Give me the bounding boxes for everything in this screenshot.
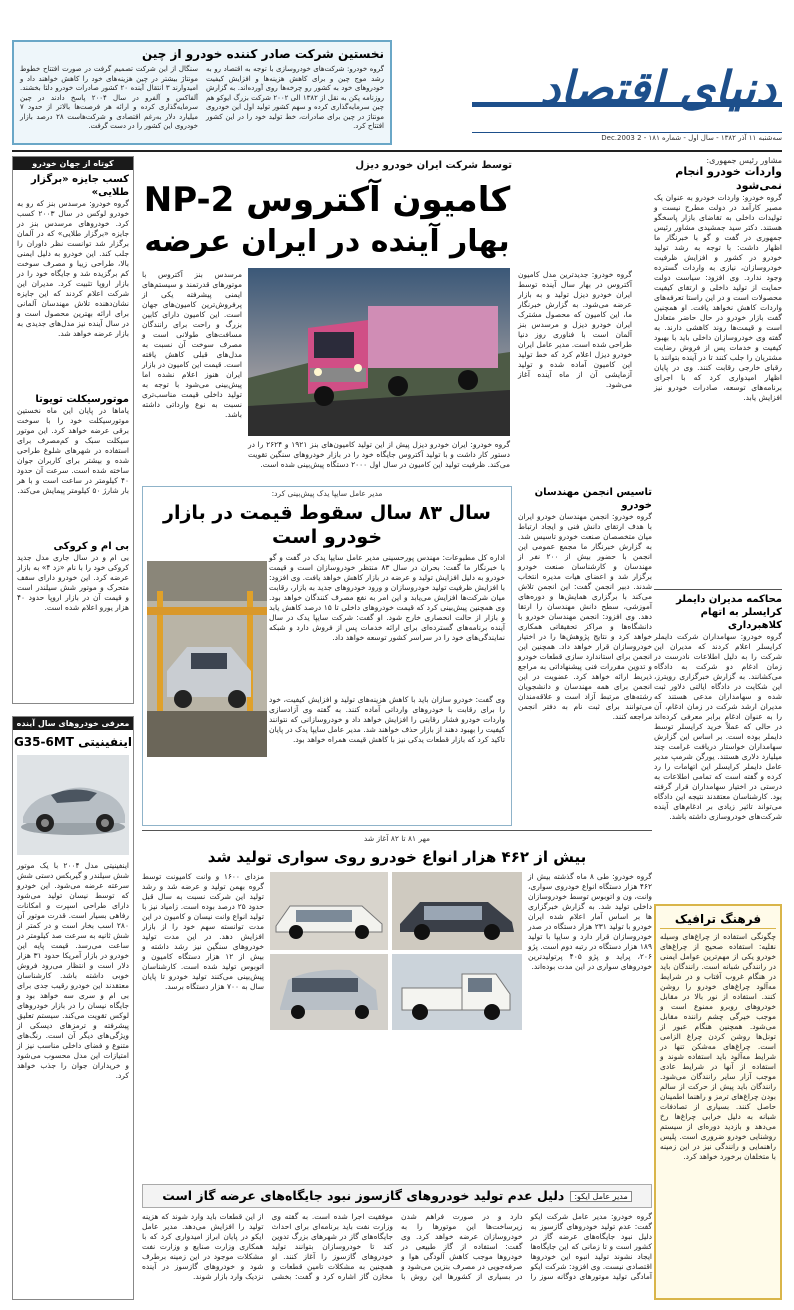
engineers-article <box>518 486 652 826</box>
masthead-rule <box>12 150 782 152</box>
top-box-title: نخستین شرکت صادر کننده خودرو از چین <box>142 47 384 61</box>
price-fall-body: اداره کل مطبوعات: مهندس پورحسینی مدیر عامل سایپا یدک در گفت و گو با خبرنگار ما گفت: بحران در سال ۸۳ منتظر خودروسازان است و قیمت خودرو به دلیل افزایش تولید و عرضه در بازار کاهش خواهد یافت. وی افزود: با افزایش ظرفیت تولید خودروسازان و ورود خودروهای جدید به بازار، رقابت میان شرکت‌ها افزایش می‌یابد و این امر به نفع مصرف کنندگان خواهد بود. وی همچنین پیش‌بینی کرد که قیمت خودروهای داخلی تا ۱۵ درصد کاهش یابد و بازار از حالت انحصاری خارج شود. او گفت: شرکت سایپا یدک در سال آینده برنامه‌های گسترده‌ای برای ارائه خدمات پس از فروش دارد و شبکه نمایندگی‌های خود را در سراسر کشور توسعه خواهد داد. <box>269 553 505 642</box>
lead-body-bottom: گروه خودرو: ایران خودرو دیزل پیش از این تولید کامیون‌های بنز ۱۹۲۱ و ۲۶۲۴ را در دستور کار داشت و با تولید آکتروس جایگاه خود را در بازار خودروهای سنگین تقویت می‌کند. ظرفیت تولید این کامیون در سال اول ۲۰۰۰ دستگاه پیش‌بینی شده است. <box>248 440 511 469</box>
car-photo <box>17 755 129 855</box>
left-item-2-title: موتورسیکلت تویوتا <box>35 394 129 405</box>
price-fall-body-2: وی گفت: خودرو سازان باید با کاهش هزینه‌های تولید و افزایش کیفیت، خود را برای رقابت با خودروهای وارداتی آماده کنند. به گفته وی آزادسازی واردات خودرو فشار رقابتی را افزایش خواهد داد و خودروسازانی که نتوانند کیفیت را بهبود دهند از بازار حذف خواهند شد. مدیر عامل سایپا یدک در پایان تاکید کرد که بازار قطعات یدکی نیز با کاهش قیمت همراه خواهد بود. <box>269 695 505 744</box>
traffic-culture-box <box>654 904 782 1300</box>
left-section-head: کوتاه از جهان خودرو <box>13 157 133 170</box>
car-body: اینفینیتی مدل ۲۰۰۴ با یک موتور شش سیلندر و گیربکس دستی شش سرعته عرضه می‌شود. این خودرو که توسط نیسان تولید می‌شود دارای طراحی اسپرت و امکانات رفاهی بسیار است. قدرت موتور آن ۲۸۰ اسب بخار است و در کمتر از شش ثانیه به سرعت صد کیلومتر در ساعت می‌رسد. قیمت پایه این خودرو در بازار آمریکا حدود ۳۱ هزار دلار است و انتظار می‌رود فروش خوبی داشته باشد. کارشناسان معتقدند این خودرو رقیب جدی برای بی ام و سری سه خواهد بود و جایگاه نیسان را در بازار خودروهای لوکس تقویت می‌کند. سیستم تعلیق پیشرفته و ترمزهای دیسکی از ویژگی‌های دیگر آن است. رنگ‌های متنوع و فضای داخلی مناسب نیز از امتیازات این مدل محسوب می‌شود و خریداران جوان را جذب خواهد کرد. <box>17 861 129 1080</box>
lead-body-left: مرسدس بنز آکتروس با موتورهای قدرتمند و سیستم‌های ایمنی پیشرفته یکی از پرفروش‌ترین کامیون‌های جهان است. این کامیون دارای کابین بزرگ و راحت برای رانندگان مسافت‌های طولانی است و مصرف سوخت آن نسبت به مدل‌های قبلی کاهش یافته است. قیمت این کامیون در بازار ایران هنوز اعلام نشده اما پیش‌بینی می‌شود با توجه به تولید داخلی قیمت مناسب‌تری نسبت به نوع وارداتی داشته باشد. <box>142 270 242 419</box>
lead-kicker: توسط شرکت ایران خودرو دیزل <box>355 160 512 171</box>
logo-text: دنیای اقتصاد <box>539 61 776 115</box>
bottom-kicker: مدیر عامل ایکو: <box>570 1191 631 1202</box>
sedan-photo <box>392 872 522 950</box>
engineers-body: گروه خودرو: انجمن مهندسان خودرو ایران با هدف ارتقای دانش فنی و ایجاد ارتباط میان متخصصان صنعت خودرو تاسیس شد. به گزارش خبرنگار ما مجمع عمومی این انجمن با حضور بیش از ۲۰۰ نفر از مهندسان و کارشناسان صنعت خودرو برگزار شد و اعضای هیات مدیره انتخاب شدند. دبیر انجمن گفت: این انجمن تلاش می‌کند با برگزاری همایش‌ها و دوره‌های آموزشی، سطح دانش مهندسان را ارتقا دهد. وی افزود: انجمن مهندسان خودرو با دانشگاه‌ها و مراکز تحقیقاتی همکاری خواهد کرد و نتایج پژوهش‌ها را در اختیار خودروسازان قرار خواهد داد. همچنین این انجمن برای استاندارد سازی قطعات خودرو و تدوین مقررات فنی پیشنهاداتی به مراجع ذیربط ارائه خواهد کرد. عضویت در این انجمن برای همه مهندسان و دانشجویان رشته‌های مرتبط آزاد است و علاقه‌مندان می‌توانند برای ثبت نام به دفتر انجمن مراجعه کنند. <box>518 512 652 721</box>
right-item-2-body: گروه خودرو: سهامداران شرکت دایملر کرایسلر اعلام کردند که مدیران این شرکت را به دلیل اطلاعات نادرست در زمان ادغام دو شرکت به دادگاه می‌کشانند. به گزارش خبرگزاری رویترز، این شکایت در دادگاه ایالتی دلاور ثبت شده و سهامداران مدعی هستند که مدیران ارشد شرکت در زمان ادغام، آن را به عنوان ادغام برابر معرفی کرده‌اند در حالی که عملاً خرید کرایسلر توسط دایملر بوده است. بر اساس این گزارش سهامداران خواستار دریافت غرامت چند میلیارد دلاری هستند. یورگن شرمپ مدیر عامل دایملر کرایسلر این اتهامات را رد کرده و گفته است که تمامی اطلاعات به درستی در اختیار سهامداران قرار گرفته بود. کارشناسان معتقدند نتیجه این دادگاه می‌تواند تاثیر زیادی بر ادغام‌های آینده شرکت‌های خودروسازی داشته باشد. <box>654 632 782 821</box>
top-box-col-1: گروه خودرو: شرکت‌های خودروسازی با توجه به اقتصاد رو به رشد موج چین و برای کاهش هزینه‌ها و افزایش کیفیت خودروهای خود به کشور رو چرخه‌ها روی آورده‌اند. به گزارش روزنامه پکن به نقل از ۱۳۸۲ الی ۲۰۰۲ شرکت بزرگ ایوکو هم چین سرمایه‌گذاری کرده و سهم کشور تولید اول این خودروی مونتاژ در چین برای صادرات، خط تولید خود را در این کشور افتتاح کرد. <box>206 65 384 130</box>
production-body-right: گروه خودرو: طی ۸ ماه گذشته بیش از ۴۶۲ هزار دستگاه انواع خودروی سواری، وانت، ون و اتوبوس توسط خودروسازان داخلی تولید شد. به گزارش خبرگزاری ها بر اساس آمار اعلام شده ایران خودرو با تولید ۲۳۱ هزار دستگاه در صدر خودروسازان قرار دارد و سایپا با تولید ۱۸۹ هزار دستگاه در رتبه دوم است. پژو ۲۰۶، پراید و پژو ۴۰۵ پرتولیدترین خودروهای سواری در این مدت بوده‌اند. <box>528 872 653 971</box>
left-item-2-body: یاماها در پایان این ماه نخستین موتورسیکلت خود را با سوخت برقی عرضه خواهد کرد. این موتور سیکلت سبک و کم‌مصرف برای استفاده در شهرهای شلوغ طراحی شده و بیشتر برای کاربران جوان ساخته شده است. سرعت آن حدود ۴۰ کیلومتر در ساعت است و با هر بار شارژ ۵۰ کیلومتر پیمایش می‌کند. <box>17 406 129 495</box>
traffic-culture-head: فرهنگ ترافیک <box>660 910 776 929</box>
price-fall-kicker: مدیر عامل سایپا یدک پیش‌بینی کرد: <box>271 489 383 498</box>
price-fall-title-2: خودرو است <box>271 526 383 548</box>
left-item-1-title: کسب جایزه «برگزار طلایی» <box>30 174 129 198</box>
left-item-3-title: بی ام و کروکی <box>53 541 129 552</box>
production-title: بیش از ۴۶۲ هزار انواع خودرو روی سواری تولید شد <box>207 848 587 866</box>
lead-title-1: کامیون آکتروس NP-2 <box>143 180 511 220</box>
traffic-culture-body: چگونگی استفاده از چراغ‌های وسیله نقلیه: استفاده صحیح از چراغ‌های خودرو یکی از مهم‌ترین عوامل ایمنی در رانندگی شبانه است. رانندگان باید در هنگام غروب آفتاب و در شرایط مه‌آلود چراغ‌های خودرو را روشن کنند. استفاده از نور بالا در مقابل خودروهای روبرو ممنوع است و موجب خیرگی چشم راننده مقابل می‌شود. همچنین هنگام عبور از تونل‌ها روشن کردن چراغ الزامی است. چراغ‌های مه‌شکن تنها در شرایط مه‌آلود باید استفاده شوند و استفاده از آنها در شرایط عادی موجب آزار سایر رانندگان می‌شود. رانندگان باید پیش از حرکت از سالم بودن چراغ‌های ترمز و راهنما اطمینان حاصل کنند. بسیاری از تصادفات شبانه به دلیل خرابی چراغ‌ها رخ می‌دهد و بازدید دوره‌ای از سیستم روشنایی خودرو ضروری است. پلیس راهنمایی و رانندگی نیز در این زمینه با متخلفان برخورد خواهد کرد. <box>660 932 776 1161</box>
left-item-3-body: بی ام و در سال جاری مدل جدید کروکی خود را با نام «زد ۴» به بازار عرضه کرد. این خودرو دارای سقف متحرک و موتور شش سیلندر است و قیمت آن در بازار اروپا حدود ۴۰ هزار یورو اعلام شده است. <box>17 553 130 612</box>
production-dateline: مهر ۸۱ تا ۸۲ آغاز شد <box>363 834 431 843</box>
car-name: اینفینیتی G35-6MT <box>13 735 133 749</box>
dateline: سه‌شنبه ۱۱ آذر ۱۳۸۲ - سال اول - شماره ۱۸۱ - 2 Dec.2003 <box>472 132 782 144</box>
bottom-body: گروه خودرو: مدیر عامل شرکت ایکو گفت: عدم تولید خودروهای گازسوز به دلیل نبود جایگاه‌های عرضه گاز در کشور است و تا زمانی که این جایگاه‌ها ایجاد نشوند تولید انبوه این خودروها اقتصادی نیست. وی افزود: شرکت ایکو آمادگی تولید موتورهای دوگانه سوز را دارد و در صورت فراهم شدن زیرساخت‌ها این موتورها را به خودروسازان عرضه خواهد کرد. وی گفت: استفاده از گاز طبیعی در خودروها موجب کاهش آلودگی هوا و صرفه‌جویی در مصرف بنزین می‌شود و در بسیاری از کشورها این روش با موفقیت اجرا شده است. به گفته وی وزارت نفت باید برنامه‌ای برای احداث جایگاه‌های گاز در شهرهای بزرگ تدوین کند تا خودروسازان بتوانند تولید خودروهای گازسوز را آغاز کنند. او همچنین به مشکلات تامین قطعات و مخازن گاز اشاره کرد و گفت: بخشی از این قطعات باید وارد شوند که هزینه تولید را افزایش می‌دهد. مدیر عامل ایکو در پایان ابراز امیدواری کرد که با همکاری وزارت صنایع و وزارت نفت مشکلات موجود در این زمینه برطرف شود و خودروهای گازسوز در آینده نزدیک وارد بازار شوند. <box>142 1212 652 1281</box>
top-box <box>12 40 392 145</box>
van-photo <box>270 954 388 1030</box>
right-kicker: مشاور رئیس جمهوری: <box>706 156 782 165</box>
bottom-title-bar <box>142 1184 652 1208</box>
production-rule <box>142 830 652 831</box>
lead-title-2: بهار آینده در ایران عرضه <box>144 224 510 259</box>
left-item-1-body: گروه خودرو: مرسدس بنز که رو به خودرو لوکس در سال ۲۰۰۳ کسب کرد. خودروهای مرسدس بنز در جایزه «برگزار طلایی» که در آلمان برگزار شد توانست نظر داوران را جلب کند. این خودرو به دلیل ایمنی بالا، طراحی زیبا و مصرف سوخت کم برگزیده شد و جایگاه خود را در بازار اروپا تثبیت کرد. مدیران این شرکت اعلام کردند که این جایزه نشان‌دهنده تلاش مهندسان آلمانی برای ارائه بهترین محصول است و در سال آینده نیز مدل‌های جدیدی به بازار عرضه خواهد شد. <box>17 199 129 338</box>
assembly-line-photo <box>147 561 267 757</box>
right-title: واردات خودرو انجام نمی‌شود <box>675 165 782 192</box>
truck-photo <box>248 268 510 436</box>
top-box-col-2: سنگال از این شرکت تصمیم گرفت در صورت افتتاح خطوط مونتاژ بیشتر در چین هزینه‌های خود را کاهش خواهند داد و امیدوارند ۳ انتقال آینده ۲۰ کشور صادرات خودرو دلتا بخشند. آلفاکس و آلفرو در سال ۲۰۰۴ پاسخ دادند در چین سرمایه‌گذاری کرده و ارائه هر فرصت‌ها بالاتر از حدود ۷ میلیارد دلار به‌رغم اقتصادی و شرکت‌هاست ۲۸ درصد بازار خودروی این کشور را در دست گرفت. <box>20 65 198 130</box>
paykan-photo <box>270 872 388 950</box>
production-body-left: مزدای ۱۶۰۰ و وانت کامیونت توسط گروه بهمن تولید و عرضه شد و رشد تولید این شرکت نسبت به سال قبل حدود ۲۵ درصد بوده است. زامیاد نیز با تولید انواع وانت نیسان و کامیون در این مدت توانسته سهم خود را از بازار افزایش دهد. در این مدت تولید خودروهای سنگین نیز رشد داشته و بیش از ۱۲ هزار دستگاه کامیون و اتوبوس تولید شده است. کارشناسان پیش‌بینی می‌کنند تولید خودرو تا پایان سال به ۷۰۰ هزار دستگاه برسد. <box>142 872 264 991</box>
pickup-photo <box>392 954 522 1030</box>
lead-body-right: گروه خودرو: جدیدترین مدل کامیون آکتروس در بهار سال آینده توسط ایران خودرو دیزل تولید و به بازار عرضه می‌شود. به گزارش خبرنگار ما، این کامیون که محصول مشترک ایران خودرو دیزل و مرسدس بنز آلمان است با فناوری روز دنیا طراحی شده است. مدیر عامل ایران خودرو دیزل اعلام کرد که خط تولید این کامیون آماده شده و تولید آزمایشی آن از ماه آینده آغاز می‌شود. <box>518 270 632 389</box>
car-box <box>12 716 134 1300</box>
engineers-title: تاسیس انجمن مهندسان خودرو <box>534 487 652 511</box>
price-fall-title-1: سال ۸۳ سال سقوط قیمت در بازار <box>163 502 491 524</box>
left-column <box>12 156 134 704</box>
right-body: گروه خودرو: واردات خودرو به عنوان یک مصیر کارآمد در دولت مطرح نیست و تولیدات داخلی به تقاضای بازار پاسخگو هستند. دکتر سید جمشیدی مشاور رئیس جمهوری در گفت و گو با خبرنگار ما اظهار داشت: با توجه به رشد تولید خودرو در کشور و افزایش ظرفیت خودروسازان، نیازی به واردات گسترده وجود ندارد. وی افزود: سیاست دولت حمایت از تولید داخلی و ارتقای کیفیت محصولات است و در این راستا تعرفه‌های واردات کاهش نخواهد یافت. او همچنین گفت بازار خودرو در حال حاضر متعادل است و قیمت‌ها روند کاهشی دارند. به گفته وی خودروسازان داخلی باید با بهبود کیفیت و خدمات پس از فروش رضایت مشتریان را جلب کنند تا در آینده بتوانند با رقبای خارجی رقابت کنند. وی در پایان اظهار امیدواری کرد که با اجرای برنامه‌های توسعه، صادرات خودرو نیز افزایش یابد. <box>654 193 782 402</box>
masthead-logo <box>472 58 782 128</box>
bottom-title: دلیل عدم تولید خودروهای گازسوز نبود جایگاه‌های عرضه گاز است <box>162 1188 565 1203</box>
right-column <box>654 156 782 900</box>
price-fall-box <box>142 486 512 826</box>
right-item-2-title: محاکمه مدیران دایملر کرایسلر به اتهام کلاهبرداری <box>676 594 782 631</box>
car-box-head: معرفی خودروهای سال آینده <box>13 717 133 730</box>
